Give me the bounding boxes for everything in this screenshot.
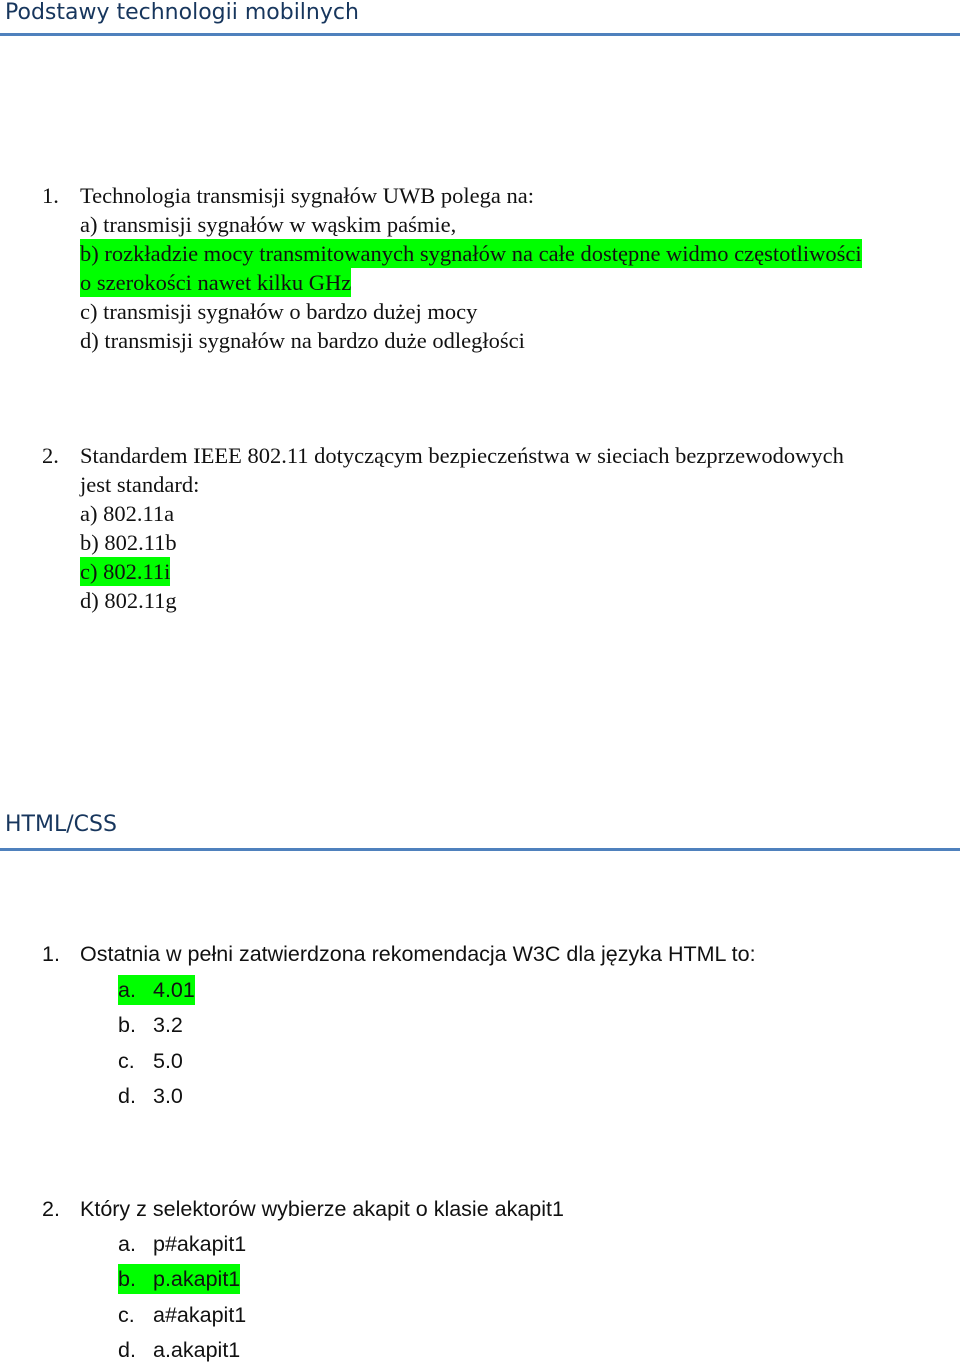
- option-d: d) 802.11g: [80, 588, 177, 613]
- option-text: 3.2: [153, 1013, 183, 1037]
- option-letter: a.: [118, 1232, 136, 1256]
- option-d: [118, 1081, 183, 1111]
- option-letter: c.: [118, 1303, 135, 1327]
- section-title-html-css: HTML/CSS: [5, 812, 117, 837]
- option-a-correct: [118, 975, 195, 1005]
- option-letter: d.: [118, 1084, 136, 1108]
- question-text: Technologia transmisji sygnałów UWB polega na:: [80, 183, 534, 208]
- option-c: [118, 1300, 246, 1330]
- question-1-mobile: [0, 181, 960, 356]
- option-a: a) 802.11a: [80, 501, 175, 526]
- option-a: a) transmisji sygnałów w wąskim paśmie,: [80, 212, 457, 237]
- option-letter: b.: [118, 1013, 136, 1037]
- question-number: 2.: [42, 443, 59, 468]
- question-text: Standardem IEEE 802.11 dotyczącym bezpieczeństwa w sieciach bezprzewodowych: [80, 443, 844, 468]
- option-text: p#akapit1: [153, 1232, 247, 1256]
- option-text: p.akapit1: [153, 1267, 241, 1291]
- section-divider: [0, 848, 960, 851]
- option-c: c) transmisji sygnałów o bardzo dużej mocy: [80, 299, 478, 324]
- option-text: a.akapit1: [153, 1338, 241, 1362]
- question-text: Który z selektorów wybierze akapit o klasie akapit1: [80, 1197, 564, 1221]
- question-number: 1.: [42, 942, 60, 966]
- section-divider: [0, 33, 960, 36]
- question-text: Ostatnia w pełni zatwierdzona rekomendacja W3C dla języka HTML to:: [80, 942, 756, 966]
- option-text: 4.01: [153, 978, 195, 1002]
- option-b-correct-continued: o szerokości nawet kilku GHz: [80, 270, 352, 295]
- section-title-mobile: Podstawy technologii mobilnych: [5, 0, 359, 25]
- option-letter: d.: [118, 1338, 136, 1362]
- option-text: a#akapit1: [153, 1303, 247, 1327]
- question-2-html: [0, 1194, 960, 1366]
- question-1-html: [0, 939, 960, 1119]
- option-c: [118, 1046, 183, 1076]
- option-a: [118, 1229, 246, 1259]
- option-letter: b.: [118, 1267, 136, 1291]
- option-letter: a.: [118, 978, 136, 1002]
- option-d: d) transmisji sygnałów na bardzo duże odległości: [80, 328, 525, 353]
- question-number: 1.: [42, 183, 59, 208]
- option-b-correct: b) rozkładzie mocy transmitowanych sygnałów na całe dostępne widmo częstotliwości: [80, 241, 862, 266]
- option-b-correct: [118, 1264, 240, 1294]
- option-b: [118, 1010, 183, 1040]
- question-2-mobile: [0, 441, 960, 616]
- option-letter: c.: [118, 1049, 135, 1073]
- option-c-correct: c) 802.11i: [80, 559, 171, 584]
- option-text: 5.0: [153, 1049, 183, 1073]
- question-number: 2.: [42, 1197, 60, 1221]
- question-text-continued: jest standard:: [80, 472, 200, 497]
- option-b: b) 802.11b: [80, 530, 177, 555]
- option-d: [118, 1335, 240, 1365]
- option-text: 3.0: [153, 1084, 183, 1108]
